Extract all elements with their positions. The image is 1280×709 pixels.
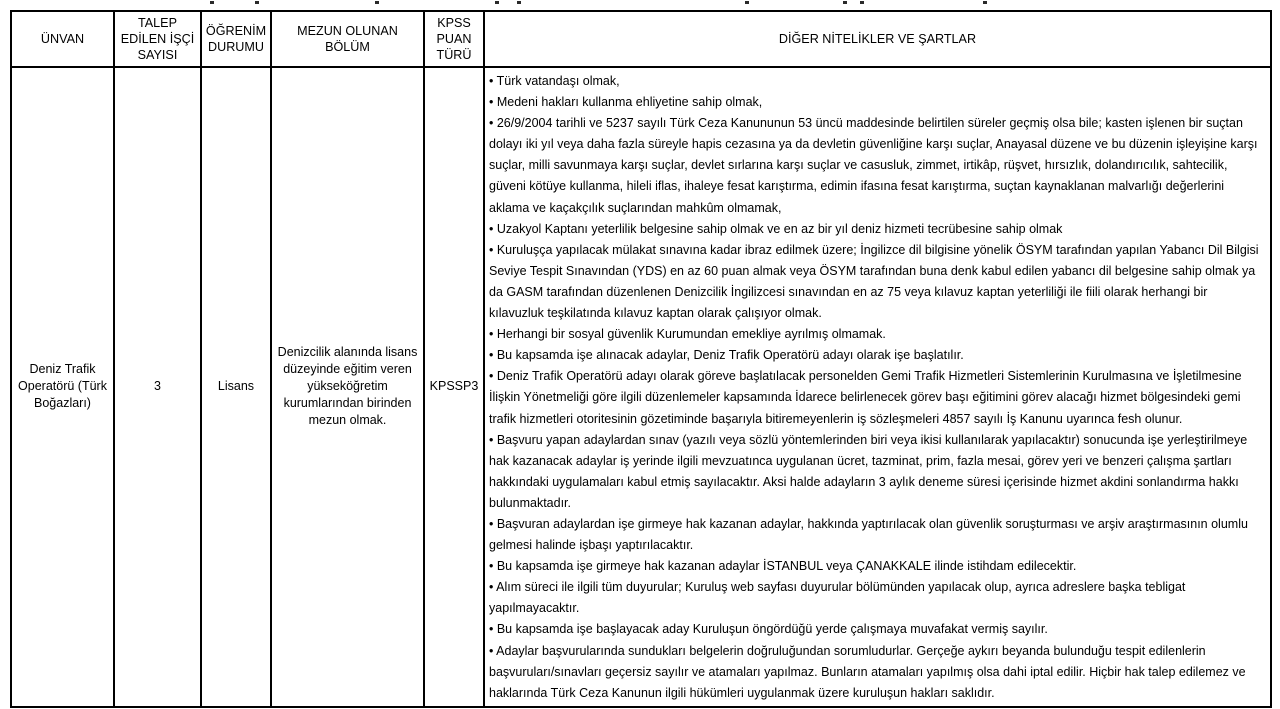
requirement-item: • Türk vatandaşı olmak, — [489, 74, 620, 88]
cell-education-level: Lisans — [201, 67, 271, 707]
cropped-text-remnant — [0, 0, 1280, 6]
header-mezun-olunan-bolum: MEZUN OLUNAN BÖLÜM — [271, 11, 424, 67]
requirement-item: • Başvuran adaylardan işe girmeye hak kazanan adaylar, hakkında yaptırılacak olan güvenlik soruşturması ve arşiv araştırmasının olumlu gelmesi halinde işbaşı yaptırılacaktır. — [489, 516, 1248, 553]
requirement-item: • Bu kapsamda işe başlayacak aday Kuruluşun öngördüğü yerde çalışmaya muvafakat vermiş sayılır. — [489, 622, 1048, 637]
requirement-item: • Kuruluşça yapılacak mülakat sınavına kadar ibraz edilmek üzere; İngilizce dil bilgisine yönelik ÖSYM tarafından yapılan Yabancı Dil Bilgisi Seviye Tespit Sınavından (YDS) en az 60 puan almak veya ÖSYM tarafından buna denk kabul edilen yabancı dil belgesine sahip olmak ya da GASM tarafından düzenlenen Denizcilik İngilizcesi sınavından en az 75 veya kılavuz kaptan yeterliliği ile fiili olarak herhangi bir kılavuzluk teşkilatında kılavuz kaptan olarak çalışıyor olmak. — [489, 242, 1259, 321]
requirement-item: • Uzakyol Kaptanı yeterlilik belgesine sahip olmak ve en az bir yıl deniz hizmeti tecrübesine sahip olmak — [489, 221, 1063, 236]
cell-requested-worker-count: 3 — [114, 67, 201, 707]
cropped-glyph-marks — [210, 1, 214, 4]
header-unvan: ÜNVAN — [11, 11, 114, 67]
requirement-item: • Adaylar başvurularında sundukları belgelerin doğruluğundan sorumludurlar. Gerçeğe aykırı beyanda bulunduğu tespit edilenlerin başvuruları/sınavları geçersiz sayılır ve atamaları yapılmaz. Bunların atamaları yapılmış olsa dahi iptal edilir. Hiçbir hak talep edilemez ve haklarında Türk Ceza Kanunun ilgili hükümleri uygulanmak üzere kuruluşun hakları saklıdır. — [489, 643, 1246, 700]
cell-requirements-list — [484, 67, 1271, 707]
requirement-item: • Alım süreci ile ilgili tüm duyurular; Kuruluş web sayfası duyurular bölümünden yapılacak olup, ayrıca adreslere başka tebligat yapılmayacaktır. — [489, 580, 1186, 616]
requirement-item: • Bu kapsamda işe girmeye hak kazanan adaylar İSTANBUL veya ÇANAKKALE ilinde istihdam edilecektir. — [489, 559, 1077, 574]
requirement-item: • Herhangi bir sosyal güvenlik Kurumundan emekliye ayrılmış olmamak. — [489, 327, 886, 342]
header-kpss-puan-turu: KPSS PUAN TÜRÜ — [424, 11, 484, 67]
cell-kpss-score-type: KPSSP3 — [424, 67, 484, 707]
table-header-row — [11, 11, 1271, 67]
cell-title: Deniz Trafik Operatörü (Türk Boğazları) — [11, 67, 114, 707]
header-talep-edilen-isci-sayisi: TALEP EDİLEN İŞÇİ SAYISI — [114, 11, 201, 67]
header-diger-nitelikler-ve-sartlar: DİĞER NİTELİKLER VE ŞARTLAR — [484, 11, 1271, 67]
cell-graduation-department: Denizcilik alanında lisans düzeyinde eğitim veren yükseköğretim kurumlarından birinden mezun olmak. — [271, 67, 424, 707]
job-posting-table — [10, 10, 1272, 708]
requirement-item: • 26/9/2004 tarihli ve 5237 sayılı Türk Ceza Kanununun 53 üncü maddesinde belirtilen süreler geçmiş olsa bile; kasten işlenen bir suçtan dolayı iki yıl veya daha fazla süreyle hapis cezasına ya da devletin güvenliğine karşı suçlar, Anayasal düzene ve bu düzenin işleyişine karşı suçlar, milli savunmaya karşı suçlar, devlet sırlarına karşı suçlar ve casusluk, zimmet, irtikâp, rüşvet, hırsızlık, dolandırıcılık, sahtecilik, güveni kötüye kullanma, hileli iflas, ihaleye fesat karıştırma, edimin ifasına fesat karıştırma, suçtan kaynaklanan malvarlığı değerlerini aklama ve kaçakçılık suçlarından mahkûm olmamak, — [489, 116, 1258, 215]
requirement-item: • Medeni hakları kullanma ehliyetine sahip olmak, — [489, 95, 763, 110]
requirement-item: • Deniz Trafik Operatörü adayı olarak göreve başlatılacak personelden Gemi Trafik Hizmetleri Sistemlerinin Kurulmasına ve İşletilmesine İlişkin Yönetmeliği göre ilgili düzenlemeler kapsamında İdarece belirlenecek görev başı eğitimini görev alacağı hizmet bölgesindeki gemi trafik hizmetleri otoritesinin gözetiminde başarıyla bitiremeyenlerin iş sözleşmeleri 4857 sayılı İş Kanunu uyarınca fesh olunur. — [489, 369, 1242, 426]
requirement-item: • Başvuru yapan adaylardan sınav (yazılı veya sözlü yöntemlerinden biri veya ikisi kullanılarak yapılacaktır) sonucunda işe yerleştirilmeye hak kazanacak adaylar iş yerinde ilgili mevzuatınca uygulanan ücret, tazminat, prim, fazla mesai, görev yeri ve benzeri çalışma şartları hakkındaki uygulamaları kabul etmiş sayılacaktır. Aksi halde adayların 3 aylık deneme süresi içerisinde hizmet akdini sonlandırma hakkı bulunmaktadır. — [489, 432, 1248, 510]
header-ogrenim-durumu: ÖĞRENİM DURUMU — [201, 11, 271, 67]
table-row — [11, 67, 1271, 707]
requirement-item: • Bu kapsamda işe alınacak adaylar, Deniz Trafik Operatörü adayı olarak işe başlatılır. — [489, 348, 964, 363]
